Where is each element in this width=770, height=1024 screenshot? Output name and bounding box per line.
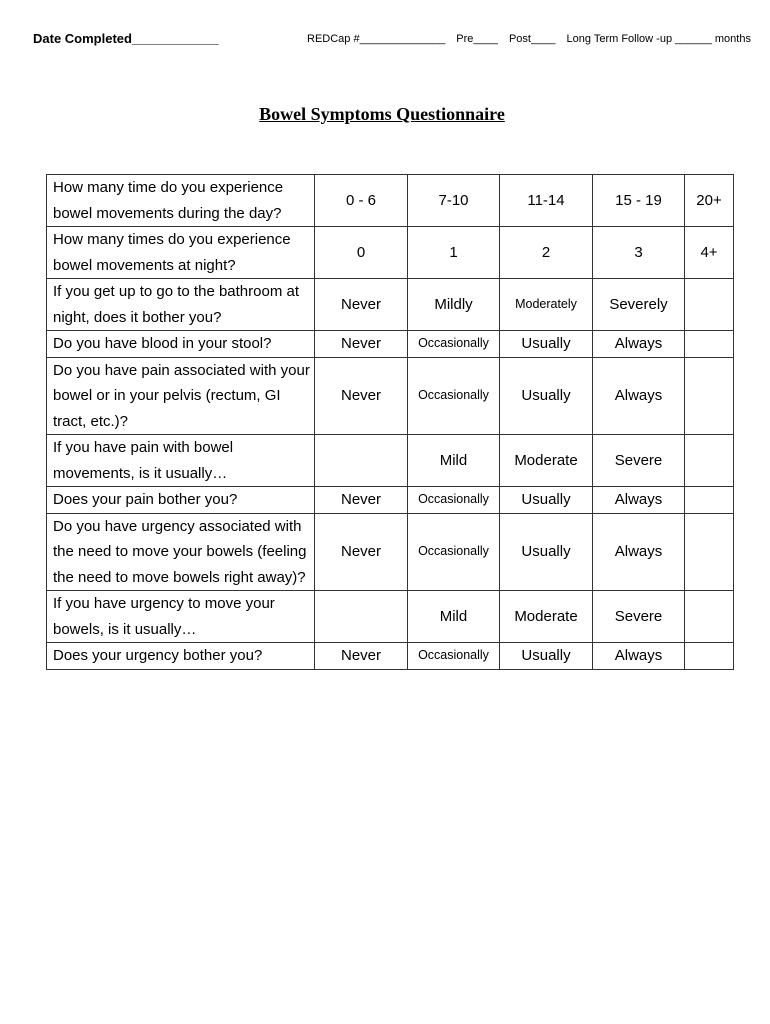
answer-option-cell[interactable]: Never — [315, 331, 408, 358]
answer-option-cell[interactable]: 1 — [408, 227, 500, 279]
answer-option-cell[interactable]: Severely — [593, 279, 685, 331]
answer-option-cell[interactable] — [685, 487, 734, 514]
answer-option-cell[interactable]: 15 - 19 — [593, 175, 685, 227]
question-text: If you have pain with bowel movements, is it usually… — [47, 435, 315, 487]
question-text: Do you have urgency associated with the need to move your bowels (feeling the need to move bowels right away)? — [47, 513, 315, 591]
question-text: Does your urgency bother you? — [47, 643, 315, 670]
answer-option-cell[interactable]: Moderate — [500, 591, 593, 643]
answer-option-cell[interactable]: Never — [315, 357, 408, 435]
answer-option-cell[interactable]: Severe — [593, 435, 685, 487]
question-row — [47, 175, 734, 227]
answer-option-cell[interactable] — [685, 513, 734, 591]
question-text: Does your pain bother you? — [47, 487, 315, 514]
answer-option-cell[interactable]: Occasionally — [408, 513, 500, 591]
redcap-number-field[interactable]: REDCap #______________ — [307, 33, 446, 45]
question-row — [47, 331, 734, 358]
question-row — [47, 279, 734, 331]
post-field[interactable]: Post____ — [508, 33, 556, 45]
answer-option-cell[interactable]: Never — [315, 487, 408, 514]
answer-option-cell[interactable]: Occasionally — [408, 643, 500, 670]
answer-option-cell[interactable]: Usually — [500, 643, 593, 670]
question-text: How many time do you experience bowel movements during the day? — [47, 175, 315, 227]
question-text: If you have urgency to move your bowels, is it usually… — [47, 591, 315, 643]
answer-option-cell[interactable] — [685, 357, 734, 435]
answer-option-cell[interactable]: Always — [593, 357, 685, 435]
question-row — [47, 487, 734, 514]
answer-option-cell[interactable] — [685, 331, 734, 358]
answer-option-cell[interactable] — [685, 591, 734, 643]
question-row — [47, 513, 734, 591]
answer-option-cell[interactable]: Mild — [408, 591, 500, 643]
answer-option-cell[interactable] — [685, 279, 734, 331]
answer-option-cell[interactable]: Occasionally — [408, 487, 500, 514]
question-text: Do you have pain associated with your bowel or in your pelvis (rectum, GI tract, etc.)? — [47, 357, 315, 435]
answer-option-cell[interactable]: 20+ — [685, 175, 734, 227]
question-text: How many times do you experience bowel movements at night? — [47, 227, 315, 279]
answer-option-cell[interactable]: Never — [315, 513, 408, 591]
answer-option-cell[interactable]: Occasionally — [408, 357, 500, 435]
header-tracking-fields — [307, 33, 751, 45]
question-row — [47, 357, 734, 435]
question-text: If you get up to go to the bathroom at night, does it bother you? — [47, 279, 315, 331]
question-row — [47, 227, 734, 279]
answer-option-cell[interactable]: Usually — [500, 513, 593, 591]
answer-option-cell[interactable]: Never — [315, 279, 408, 331]
answer-option-cell[interactable]: 7-10 — [408, 175, 500, 227]
question-row — [47, 643, 734, 670]
answer-option-cell[interactable]: 0 — [315, 227, 408, 279]
answer-option-cell[interactable]: Never — [315, 643, 408, 670]
question-row — [47, 435, 734, 487]
question-text: Do you have blood in your stool? — [47, 331, 315, 358]
answer-option-cell[interactable]: Usually — [500, 357, 593, 435]
answer-option-cell[interactable]: 4+ — [685, 227, 734, 279]
answer-option-cell[interactable]: 0 - 6 — [315, 175, 408, 227]
answer-option-cell[interactable]: 11-14 — [500, 175, 593, 227]
answer-option-cell[interactable] — [685, 643, 734, 670]
answer-option-cell[interactable]: Mildly — [408, 279, 500, 331]
answer-option-cell[interactable]: 2 — [500, 227, 593, 279]
answer-option-cell[interactable]: Always — [593, 513, 685, 591]
answer-option-cell[interactable] — [315, 591, 408, 643]
answer-option-cell[interactable]: Moderately — [500, 279, 593, 331]
answer-option-cell[interactable]: Usually — [500, 331, 593, 358]
answer-option-cell[interactable]: Always — [593, 487, 685, 514]
page-title: Bowel Symptoms Questionnaire — [259, 104, 505, 124]
answer-option-cell[interactable] — [685, 435, 734, 487]
questionnaire-table — [46, 174, 734, 670]
answer-option-cell[interactable]: Severe — [593, 591, 685, 643]
date-completed-field[interactable]: Date Completed____________ — [33, 31, 219, 46]
answer-option-cell[interactable]: Occasionally — [408, 331, 500, 358]
answer-option-cell[interactable] — [315, 435, 408, 487]
answer-option-cell[interactable]: Moderate — [500, 435, 593, 487]
answer-option-cell[interactable]: Always — [593, 643, 685, 670]
answer-option-cell[interactable]: Always — [593, 331, 685, 358]
answer-option-cell[interactable]: 3 — [593, 227, 685, 279]
pre-field[interactable]: Pre____ — [456, 33, 498, 45]
answer-option-cell[interactable]: Usually — [500, 487, 593, 514]
long-term-follow-up-field[interactable]: Long Term Follow -up ______ months — [566, 33, 751, 45]
answer-option-cell[interactable]: Mild — [408, 435, 500, 487]
question-row — [47, 591, 734, 643]
